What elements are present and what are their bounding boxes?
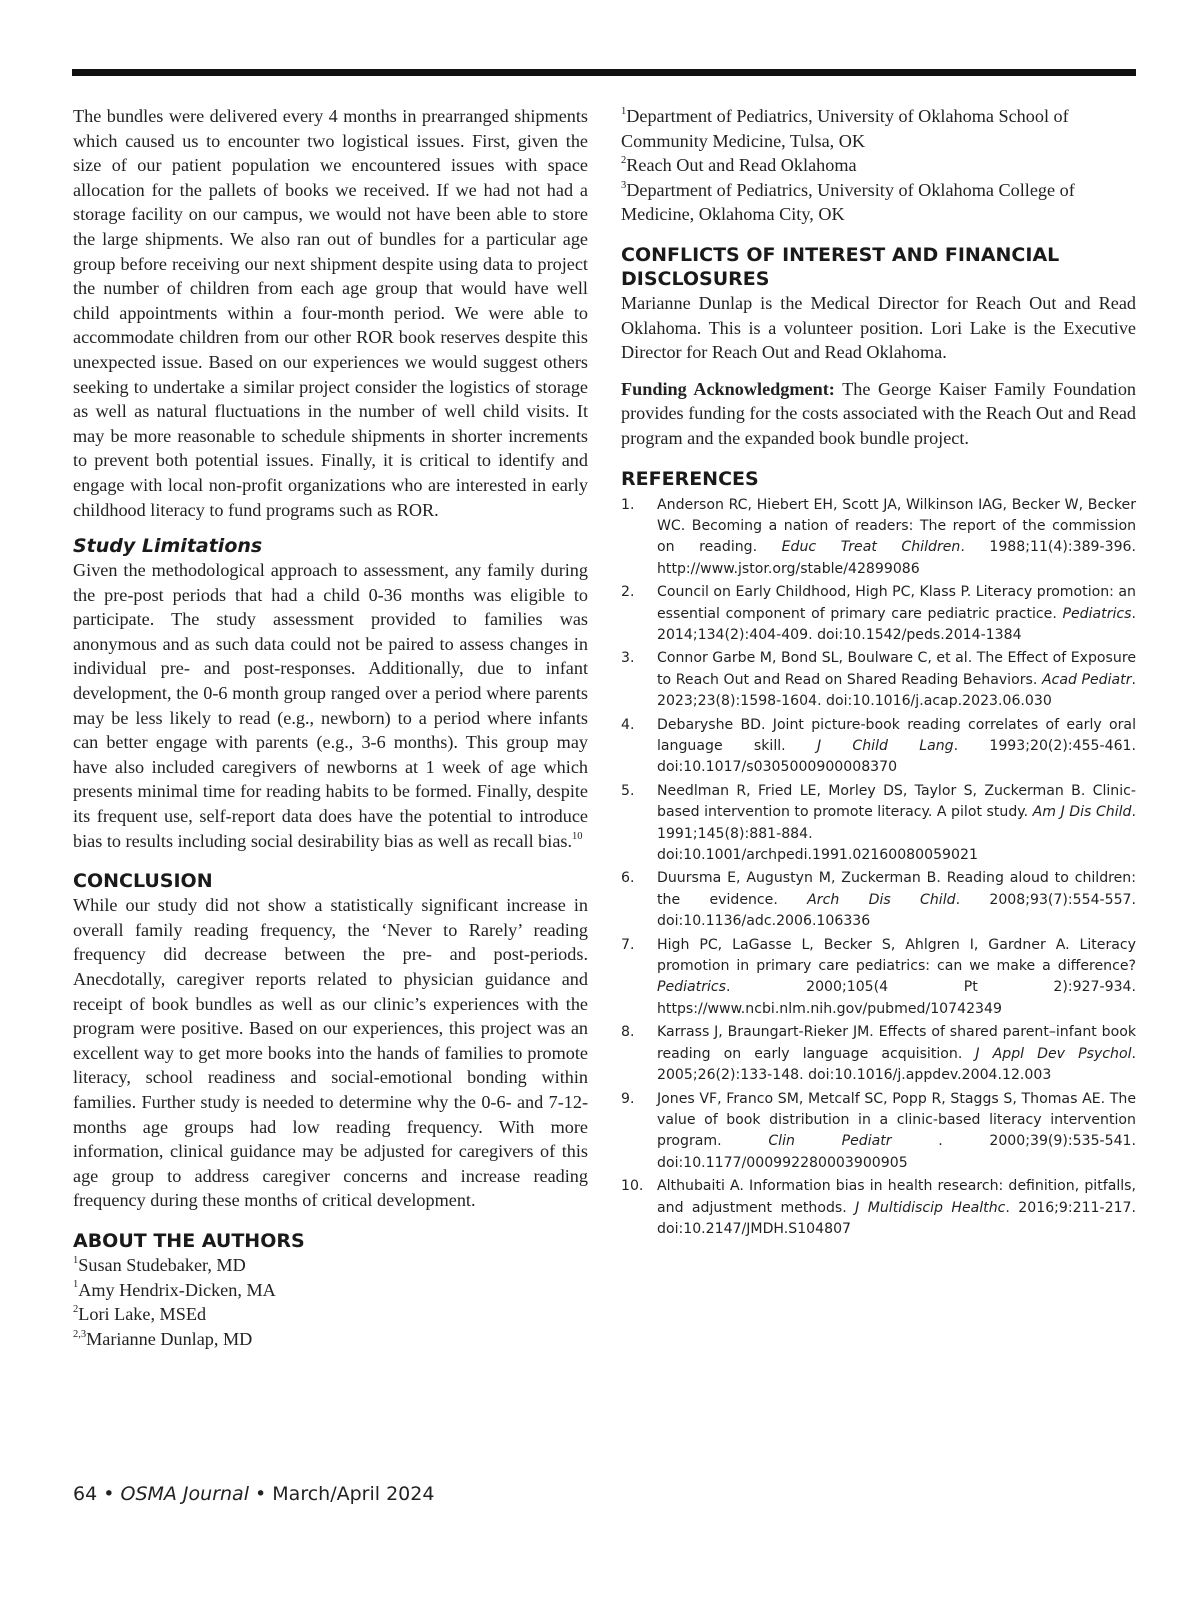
reference-text (657, 868, 1136, 932)
conclusion-heading: CONCLUSION (73, 870, 213, 893)
affiliation-text: Department of Pediatrics, University of Oklahoma College of Medicine, Oklahoma City, OK (621, 179, 1075, 225)
reference-details: . 2000;105(4 Pt 2):927-934. https://www.ncbi.nlm.nih.gov/pubmed/10742349 (657, 979, 1136, 1017)
reference-details: . 1988;11(4):389-396. http://www.jstor.org/stable/42899086 (657, 539, 1136, 577)
reference-body: Karrass J, Braungart-Rieker JM. Effects of shared parent–infant book reading on early language acquisition. (657, 1024, 1136, 1062)
reference-text (657, 1022, 1136, 1086)
affiliation-item (621, 178, 1136, 227)
page-footer (73, 1483, 434, 1505)
affiliation-item (621, 153, 1136, 178)
study-limitations-text: Given the methodological approach to assessment, any family during the pre-post periods that had a child 0-36 months was eligible to participate. The study assessment provided to families was anonymous and as such data could not be paired to assess changes in individual pre- and post-responses. Additionally, due to infant development, the 0-6 month group ranged over a period where parents may be less likely to read (e.g., newborn) to a period where infants can better engage with parents (e.g., 3-6 months). This group may have also included caregivers of newborns at 1 week of age which presents minimal time for reading habits to be formed. Finally, despite its frequent use, self-report data does have the potential to introduce bias to results including social desirability bias as well as recall bias. (73, 560, 588, 851)
reference-details: . 2014;134(2):404-409. doi:10.1542/peds.2014-1384 (657, 605, 1136, 643)
funding-paragraph (621, 377, 1136, 451)
reference-details: . 2000;39(9):535-541. doi:10.1177/000992280003900905 (657, 1133, 1137, 1171)
author-item (73, 1253, 588, 1278)
author-affiliation-sup: 2 (73, 1304, 79, 1316)
reference-number: 10. (621, 1178, 644, 1195)
reference-journal: Pediatrics (1062, 605, 1132, 622)
reference-number: 1. (621, 496, 635, 513)
author-affiliation-sup: 1 (73, 1279, 79, 1291)
affiliation-item (621, 104, 1136, 153)
reference-number: 6. (621, 870, 635, 887)
reference-details: . 2008;93(7):554-557. doi:10.1136/adc.2006.106336 (657, 891, 1137, 930)
reference-item (621, 1022, 1136, 1086)
reference-text (657, 715, 1136, 779)
reference-body: Council on Early Childhood, High PC, Klass P. Literacy promotion: an essential component of primary care pediatric practice. (657, 584, 1136, 622)
reference-number: 7. (621, 936, 635, 953)
footer-bullet: • (97, 1483, 121, 1505)
reference-body: Jones VF, Franco SM, Metcalf SC, Popp R, Staggs S, Thomas AE. The value of book distribution in a clinic-based literacy intervention program. (657, 1090, 1136, 1150)
reference-journal: Educ Treat Children (781, 539, 961, 556)
author-name: Marianne Dunlap, MD (86, 1328, 253, 1349)
footer-bullet: • (248, 1483, 273, 1505)
reference-journal: J Multidiscip Healthc (855, 1199, 1006, 1216)
reference-text (657, 781, 1136, 867)
reference-text (657, 1176, 1136, 1240)
about-authors-heading: ABOUT THE AUTHORS (73, 1229, 305, 1252)
reference-body: Debaryshe BD. Joint picture-book reading correlates of early oral language skill. (657, 716, 1136, 754)
reference-body: Connor Garbe M, Bond SL, Boulware C, et al. The Effect of Exposure to Reach Out and Read on Shared Reading Behaviors. (657, 650, 1136, 688)
reference-details: . 1991;145(8):881-884. doi:10.1001/archpedi.1991.02160080059021 (657, 804, 1136, 864)
conflicts-paragraph: Marianne Dunlap is the Medical Director for Reach Out and Read Oklahoma. This is a volunteer position. Lori Lake is the Executive Director for Reach Out and Read Oklahoma. (621, 292, 1136, 363)
study-limitations-paragraph (73, 558, 588, 853)
reference-journal: Am J Dis Child (1032, 804, 1132, 821)
reference-number: 8. (621, 1024, 635, 1041)
reference-item (621, 495, 1136, 581)
reference-details: . 1993;20(2):455-461. doi:10.1017/s0305000900008370 (657, 738, 1136, 776)
reference-body: Althubaiti A. Information bias in health research: definition, pitfalls, and adjustment methods. (657, 1178, 1136, 1216)
conclusion-paragraph: While our study did not show a statistically significant increase in overall family reading frequency, the ‘Never to Rarely’ reading frequency did decrease between the pre- and post-periods. Anecdotally, caregiver reports related to physician guidance and receipt of book bundles as well as our clinic’s experiences with the program were positive. Based on our experiences, this project was an excellent way to get more books into the hands of families to promote literacy, school readiness and social-emotional bonding within families. Further study is needed to determine why the 0-6- and 7-12-months age groups had low reading frequency. With more information, clinical guidance may be adjusted for caregivers of this age group to address caregiver concerns and increase reading frequency during these months of critical development. (73, 895, 588, 1211)
author-name: Lori Lake, MSEd (78, 1304, 207, 1325)
affiliation-sup: 2 (621, 155, 627, 167)
reference-list (621, 495, 1136, 1241)
reference-item (621, 868, 1136, 932)
reference-item (621, 715, 1136, 779)
reference-details: . 2023;23(8):1598-1604. doi:10.1016/j.acap.2023.06.030 (657, 671, 1136, 710)
reference-journal: Clin Pediatr (768, 1133, 892, 1150)
affiliation-sup: 1 (621, 105, 627, 117)
reference-body: High PC, LaGasse L, Becker S, Ahlgren I, Gardner A. Literacy promotion in primary care pediatrics: can we make a difference? (657, 936, 1136, 975)
reference-item (621, 582, 1136, 646)
reference-item (621, 1089, 1136, 1175)
issue-date: March/April 2024 (272, 1483, 435, 1505)
reference-body: Anderson RC, Hiebert EH, Scott JA, Wilkinson IAG, Becker W, Becker WC. Becoming a nation of readers: The report of the commission on reading. (657, 496, 1136, 556)
affiliation-text: Department of Pediatrics, University of Oklahoma School of Community Medicine, Tulsa, OK (621, 106, 1069, 151)
intro-paragraph: The bundles were delivered every 4 months in prearranged shipments which caused us to encounter two logistical issues. First, given the size of our patient population we encountered issues with space allocation for the pallets of books we received. If we had not had a storage facility on our campus, we would not have been able to store the large shipments. We also ran out of bundles for a particular age group before receiving our next shipment despite using data to project the number of children from each age group that would have well child appointments within a four-month period. We were able to accommodate children from our other ROR book reserves despite this unexpected issue. Based on our experiences we would suggest others seeking to undertake a similar project consider the logistics of storage as well as natural fluctuations in the number of well child visits. It may be more reasonable to schedule shipments in shorter increments to prevent both potential issues. Finally, it is critical to identify and engage with local non-profit organizations who are interested in early childhood literacy to fund programs such as ROR. (73, 106, 588, 520)
left-column (73, 104, 588, 1351)
reference-details: . 2016;9:211-217. doi:10.2147/JMDH.S104807 (657, 1199, 1136, 1237)
top-rule (72, 69, 1136, 76)
citation-superscript: 10 (572, 830, 583, 842)
reference-text (657, 1089, 1136, 1175)
reference-body: Duursma E, Augustyn M, Zuckerman B. Reading aloud to children: the evidence. (657, 870, 1136, 908)
author-name: Amy Hendrix-Dicken, MA (78, 1279, 276, 1300)
affiliation-sup: 3 (621, 179, 627, 191)
affiliation-text: Reach Out and Read Oklahoma (626, 155, 857, 176)
study-limitations-heading: Study Limitations (73, 535, 263, 558)
author-name: Susan Studebaker, MD (78, 1254, 246, 1275)
author-item (73, 1302, 588, 1327)
journal-name: OSMA Journal (120, 1483, 249, 1505)
reference-item (621, 1176, 1136, 1240)
author-item (73, 1278, 588, 1303)
reference-text (657, 582, 1136, 646)
author-affiliation-sup: 2,3 (73, 1328, 87, 1340)
reference-journal: Acad Pediatr (1041, 671, 1132, 688)
reference-number: 9. (621, 1090, 635, 1107)
conflicts-heading: CONFLICTS OF INTEREST AND FINANCIAL DISCLOSURES (621, 243, 1060, 290)
reference-number: 4. (621, 716, 635, 733)
funding-text: The George Kaiser Family Foundation provides funding for the costs associated with the Reach Out and Read program and the expanded book bundle project. (621, 378, 1137, 448)
reference-journal: Pediatrics (657, 979, 726, 996)
reference-number: 2. (621, 584, 635, 601)
reference-journal: J Appl Dev Psychol (975, 1045, 1132, 1062)
author-affiliation-sup: 1 (73, 1254, 79, 1266)
reference-item (621, 781, 1136, 867)
page-number: 64 (73, 1483, 98, 1505)
reference-details: . 2005;26(2):133-148. doi:10.1016/j.appdev.2004.12.003 (657, 1045, 1136, 1084)
reference-number: 3. (621, 650, 635, 667)
reference-text (657, 935, 1136, 1021)
reference-text (657, 648, 1136, 712)
reference-text (657, 495, 1136, 581)
author-item (73, 1327, 588, 1352)
right-column (621, 104, 1136, 1242)
author-list (73, 1253, 588, 1351)
reference-journal: Arch Dis Child (807, 891, 956, 908)
reference-journal: J Child Lang (816, 738, 954, 754)
reference-item (621, 935, 1136, 1021)
reference-number: 5. (621, 782, 635, 799)
reference-item (621, 648, 1136, 712)
affiliation-list (621, 104, 1136, 227)
references-heading: REFERENCES (621, 467, 759, 490)
reference-body: Needlman R, Fried LE, Morley DS, Taylor S, Zuckerman B. Clinic-based intervention to promote literacy. A pilot study. (657, 782, 1136, 821)
funding-label: Funding Acknowledgment: (621, 378, 835, 399)
